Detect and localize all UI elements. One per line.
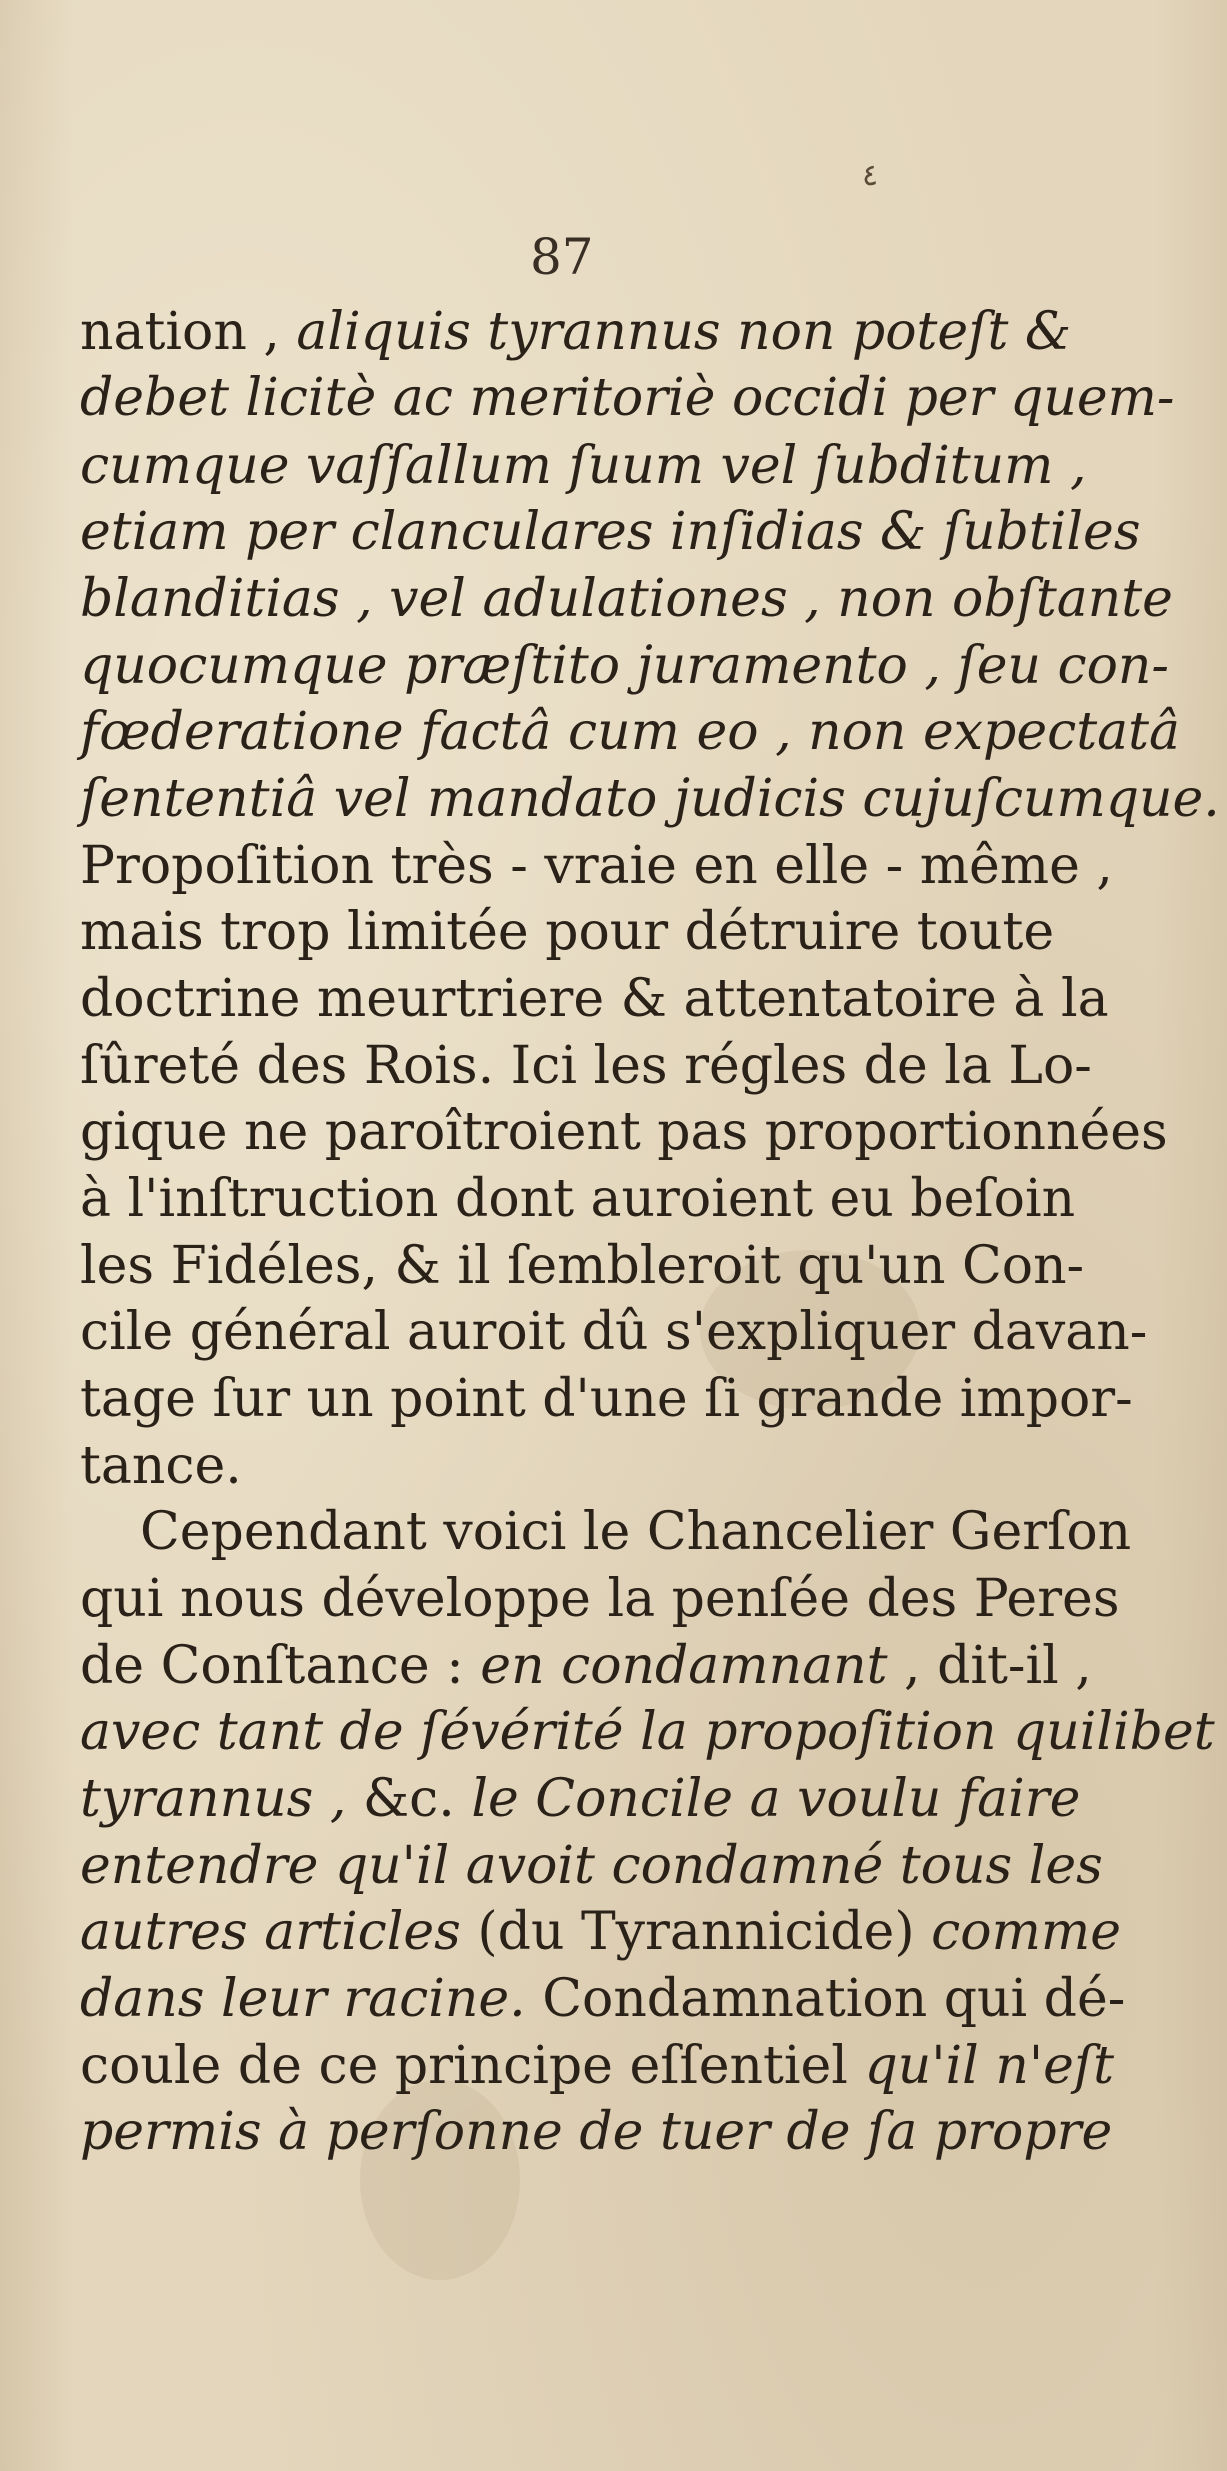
text-line-20: qui nous développe la penſée des Peres <box>80 1569 1120 1629</box>
text-line-27-italic: qu'il n'eſt <box>864 2036 1115 2096</box>
text-line-2: debet licitè ac meritoriè occidi per quem- <box>80 368 1175 428</box>
text-line-26-italic: dans leur racine. <box>80 1969 543 2029</box>
text-line-14: à l'inſtruction dont auroient eu beſoin <box>80 1169 1076 1229</box>
text-line-1-italic: aliquis tyrannus non poteſt & <box>296 302 1072 362</box>
text-line-24: entendre qu'il avoit condamné tous les <box>80 1836 1103 1896</box>
text-line-27 <box>80 2034 1114 2098</box>
text-line-26 <box>80 1967 1125 2031</box>
text-line-25-roman: (du Tyrannicide) <box>477 1902 932 1962</box>
text-line-18: tance. <box>80 1436 242 1496</box>
text-line-7: fœderatione factâ cum eo , non expectatâ <box>80 702 1181 762</box>
text-line-25-italic-b: comme <box>931 1902 1121 1962</box>
text-line-22: avec tant de ſévérité la propoſition quilibet <box>80 1702 1215 1762</box>
text-line-23 <box>80 1767 1080 1831</box>
text-line-27-roman: coule de ce principe eſſentiel <box>80 2036 865 2096</box>
text-line-16: cile général auroit dû s'expliquer davan- <box>80 1302 1148 1362</box>
text-line-21-roman-a: de Conſtance : <box>80 1636 481 1696</box>
text-line-23-italic-a: tyrannus , <box>80 1769 363 1829</box>
text-line-13: gique ne paroîtroient pas proportionnées <box>80 1102 1168 1162</box>
text-line-26-roman: Condamnation qui dé- <box>542 1969 1126 2029</box>
text-line-1 <box>80 300 1071 364</box>
text-line-5: blanditias , vel adulationes , non obſtante <box>80 569 1173 629</box>
text-line-23-italic-b: le Concile a voulu faire <box>471 1769 1081 1829</box>
text-line-9: Propoſition très - vraie en elle - même , <box>80 836 1113 896</box>
text-line-6: quocumque præſtito juramento , ſeu con- <box>80 636 1169 696</box>
text-line-23-roman: &c. <box>362 1769 472 1829</box>
top-mark: ٤ <box>862 158 879 193</box>
page-number: 87 <box>530 228 594 286</box>
text-line-21 <box>80 1634 1092 1698</box>
text-line-28: permis à perſonne de tuer de ſa propre <box>80 2102 1113 2162</box>
text-line-4: etiam per clanculares inſidias & ſubtiles <box>80 502 1141 562</box>
text-line-8: ſententiâ vel mandato judicis cujuſcumque. <box>80 769 1220 829</box>
text-line-11: doctrine meurtriere & attentatoire à la <box>80 969 1109 1029</box>
text-line-21-italic: en condamnant <box>480 1636 888 1696</box>
text-line-19: Cependant voici le Chancelier Gerſon <box>140 1502 1132 1562</box>
text-line-12: ſûreté des Rois. Ici les régles de la Lo- <box>80 1036 1092 1096</box>
text-line-25-italic-a: autres articles <box>80 1902 478 1962</box>
text-line-1-roman: nation , <box>80 302 297 362</box>
text-line-10: mais trop limitée pour détruire toute <box>80 902 1055 962</box>
text-line-21-roman-b: , dit-il , <box>887 1636 1092 1696</box>
text-line-17: tage ſur un point d'une ſi grande impor- <box>80 1369 1133 1429</box>
text-line-15: les Fidéles, & il ſembleroit qu'un Con- <box>80 1236 1085 1296</box>
text-line-25 <box>80 1900 1121 1964</box>
text-line-3: cumque vaſſallum ſuum vel ſubditum , <box>80 436 1087 496</box>
